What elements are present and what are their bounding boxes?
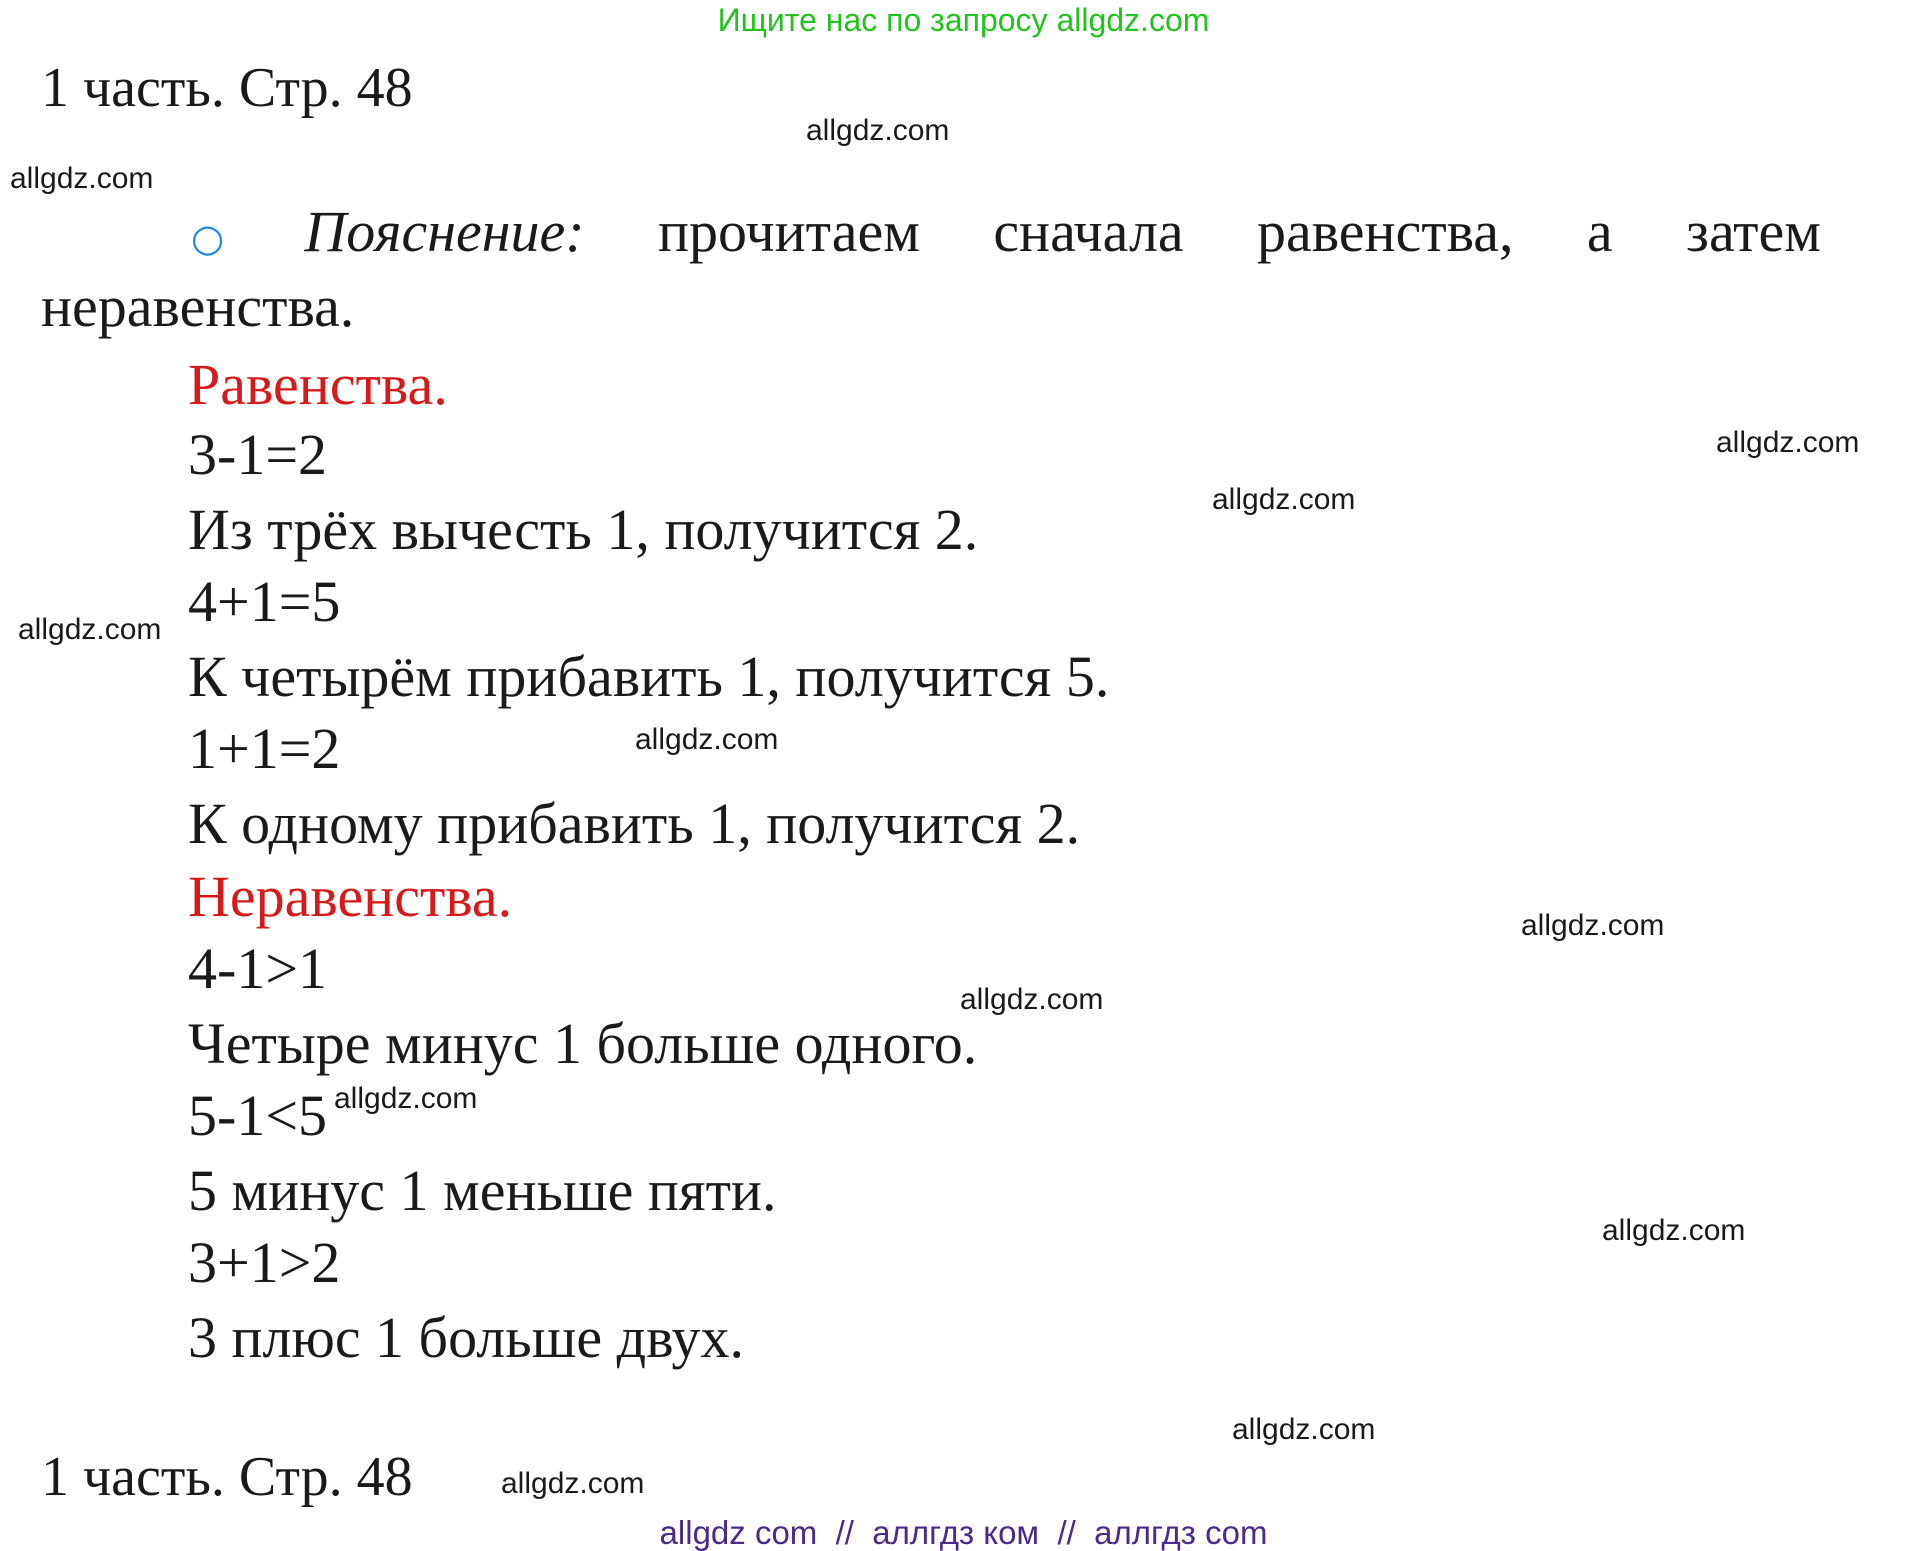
page-title-bottom: 1 часть. Стр. 48 xyxy=(41,1446,413,1508)
explanation-label: Пояснение: xyxy=(304,199,585,264)
inequality-expression: 3+1>2 xyxy=(188,1230,341,1295)
watermark: allgdz.com xyxy=(1602,1214,1746,1247)
equality-expression: 4+1=5 xyxy=(188,569,341,634)
inequality-expression: 5-1<5 xyxy=(188,1083,328,1148)
top-search-banner: Ищите нас по запросу allgdz.com xyxy=(717,2,1210,38)
equality-expression: 1+1=2 xyxy=(188,716,341,781)
watermark: allgdz.com xyxy=(334,1082,478,1115)
inequality-explanation: 5 минус 1 меньше пяти. xyxy=(188,1158,777,1223)
watermark: allgdz.com xyxy=(1716,426,1860,459)
watermark: allgdz.com xyxy=(501,1467,645,1500)
explanation-line xyxy=(41,199,1821,267)
watermark: allgdz.com xyxy=(960,983,1104,1016)
bullet-icon: ○ xyxy=(191,216,225,260)
equality-explanation: К четырём прибавить 1, получится 5. xyxy=(188,644,1110,709)
watermark: allgdz.com xyxy=(635,723,779,756)
watermark: allgdz.com xyxy=(1212,483,1356,516)
watermark: allgdz.com xyxy=(1232,1413,1376,1446)
inequality-explanation: Четыре минус 1 больше одного. xyxy=(188,1011,978,1076)
inequalities-heading: Неравенства. xyxy=(188,864,513,929)
inequality-explanation: 3 плюс 1 больше двух. xyxy=(188,1305,745,1370)
equalities-heading: Равенства. xyxy=(188,352,448,417)
explanation-word: затем xyxy=(1686,199,1821,264)
watermark: allgdz.com xyxy=(806,114,950,147)
bottom-site-banner: allgdz com // аллгдз ком // аллгдз com xyxy=(659,1514,1268,1551)
watermark: allgdz.com xyxy=(18,613,162,646)
explanation-continuation: неравенства. xyxy=(41,274,355,339)
explanation-word: равенства, xyxy=(1257,199,1514,264)
explanation-word: сначала xyxy=(993,199,1184,264)
explanation-word: а xyxy=(1586,199,1613,264)
watermark: allgdz.com xyxy=(10,162,154,195)
explanation-word: прочитаем xyxy=(657,199,920,264)
equality-expression: 3-1=2 xyxy=(188,422,328,487)
equality-explanation: Из трёх вычесть 1, получится 2. xyxy=(188,497,979,562)
watermark: allgdz.com xyxy=(1521,909,1665,942)
inequality-expression: 4-1>1 xyxy=(188,936,328,1001)
page-title: 1 часть. Стр. 48 xyxy=(41,57,413,119)
equality-explanation: К одному прибавить 1, получится 2. xyxy=(188,791,1081,856)
